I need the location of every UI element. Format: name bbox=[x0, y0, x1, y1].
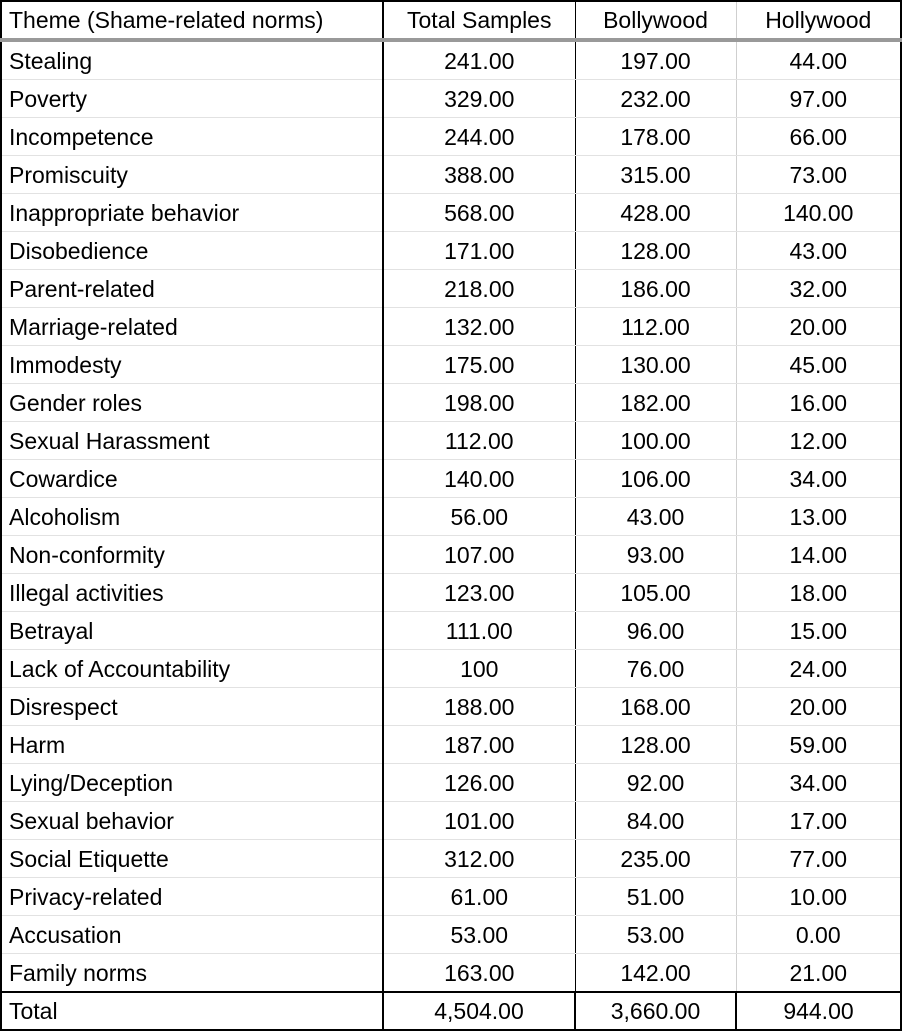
theme-cell[interactable]: Immodesty bbox=[1, 346, 383, 384]
bollywood-cell[interactable]: 128.00 bbox=[575, 232, 736, 270]
hollywood-cell[interactable]: 34.00 bbox=[736, 460, 901, 498]
total-samples-cell[interactable]: 244.00 bbox=[383, 118, 575, 156]
hollywood-cell[interactable]: 12.00 bbox=[736, 422, 901, 460]
total-samples-cell[interactable]: 329.00 bbox=[383, 80, 575, 118]
theme-cell[interactable]: Promiscuity bbox=[1, 156, 383, 194]
total-samples-cell[interactable]: 112.00 bbox=[383, 422, 575, 460]
table-row bbox=[1, 498, 901, 536]
total-bollywood-cell[interactable]: 3,660.00 bbox=[575, 992, 736, 1030]
table-row bbox=[1, 156, 901, 194]
table-row bbox=[1, 878, 901, 916]
table-row bbox=[1, 346, 901, 384]
table-row bbox=[1, 536, 901, 574]
hollywood-cell[interactable]: 66.00 bbox=[736, 118, 901, 156]
bollywood-cell[interactable]: 100.00 bbox=[575, 422, 736, 460]
theme-cell[interactable]: Inappropriate behavior bbox=[1, 194, 383, 232]
hollywood-cell[interactable]: 17.00 bbox=[736, 802, 901, 840]
bollywood-cell[interactable]: 130.00 bbox=[575, 346, 736, 384]
theme-cell[interactable]: Family norms bbox=[1, 954, 383, 993]
theme-cell[interactable]: Cowardice bbox=[1, 460, 383, 498]
hollywood-cell[interactable]: 77.00 bbox=[736, 840, 901, 878]
header-hollywood[interactable]: Hollywood bbox=[736, 1, 901, 40]
total-samples-cell[interactable]: 171.00 bbox=[383, 232, 575, 270]
theme-cell[interactable]: Accusation bbox=[1, 916, 383, 954]
table-row bbox=[1, 308, 901, 346]
theme-cell[interactable]: Non-conformity bbox=[1, 536, 383, 574]
table-row bbox=[1, 422, 901, 460]
hollywood-cell[interactable]: 59.00 bbox=[736, 726, 901, 764]
total-samples-cell[interactable]: 163.00 bbox=[383, 954, 575, 993]
hollywood-cell[interactable]: 18.00 bbox=[736, 574, 901, 612]
theme-cell[interactable]: Sexual behavior bbox=[1, 802, 383, 840]
hollywood-cell[interactable]: 97.00 bbox=[736, 80, 901, 118]
bollywood-cell[interactable]: 51.00 bbox=[575, 878, 736, 916]
hollywood-cell[interactable]: 20.00 bbox=[736, 688, 901, 726]
bollywood-cell[interactable]: 128.00 bbox=[575, 726, 736, 764]
hollywood-cell[interactable]: 13.00 bbox=[736, 498, 901, 536]
bollywood-cell[interactable]: 428.00 bbox=[575, 194, 736, 232]
table-row bbox=[1, 688, 901, 726]
bollywood-cell[interactable]: 142.00 bbox=[575, 954, 736, 993]
hollywood-cell[interactable]: 16.00 bbox=[736, 384, 901, 422]
total-row bbox=[1, 992, 901, 1030]
total-samples-cell[interactable]: 241.00 bbox=[383, 40, 575, 80]
table-row bbox=[1, 840, 901, 878]
bollywood-cell[interactable]: 232.00 bbox=[575, 80, 736, 118]
theme-cell[interactable]: Poverty bbox=[1, 80, 383, 118]
theme-cell[interactable]: Disobedience bbox=[1, 232, 383, 270]
total-samples-cell[interactable]: 218.00 bbox=[383, 270, 575, 308]
bollywood-cell[interactable]: 93.00 bbox=[575, 536, 736, 574]
hollywood-cell[interactable]: 140.00 bbox=[736, 194, 901, 232]
theme-cell[interactable]: Lying/Deception bbox=[1, 764, 383, 802]
bollywood-cell[interactable]: 197.00 bbox=[575, 40, 736, 80]
table-row bbox=[1, 40, 901, 80]
bollywood-cell[interactable]: 96.00 bbox=[575, 612, 736, 650]
hollywood-cell[interactable]: 24.00 bbox=[736, 650, 901, 688]
hollywood-cell[interactable]: 10.00 bbox=[736, 878, 901, 916]
bollywood-cell[interactable]: 84.00 bbox=[575, 802, 736, 840]
total-hollywood-cell[interactable]: 944.00 bbox=[736, 992, 901, 1030]
total-samples-cell[interactable]: 132.00 bbox=[383, 308, 575, 346]
total-samples-cell[interactable]: 140.00 bbox=[383, 460, 575, 498]
table-row bbox=[1, 194, 901, 232]
bollywood-cell[interactable]: 178.00 bbox=[575, 118, 736, 156]
theme-cell[interactable]: Parent-related bbox=[1, 270, 383, 308]
table-row bbox=[1, 460, 901, 498]
total-samples-cell[interactable]: 568.00 bbox=[383, 194, 575, 232]
bollywood-cell[interactable]: 186.00 bbox=[575, 270, 736, 308]
total-samples-cell[interactable]: 198.00 bbox=[383, 384, 575, 422]
table-row bbox=[1, 574, 901, 612]
theme-cell[interactable]: Alcoholism bbox=[1, 498, 383, 536]
table-row bbox=[1, 726, 901, 764]
table-row bbox=[1, 650, 901, 688]
theme-cell[interactable]: Stealing bbox=[1, 40, 383, 80]
header-theme[interactable]: Theme (Shame-related norms) bbox=[1, 1, 383, 40]
total-samples-cell[interactable]: 56.00 bbox=[383, 498, 575, 536]
table-row bbox=[1, 232, 901, 270]
total-samples-cell[interactable]: 126.00 bbox=[383, 764, 575, 802]
hollywood-cell[interactable]: 45.00 bbox=[736, 346, 901, 384]
hollywood-cell[interactable]: 44.00 bbox=[736, 40, 901, 80]
total-samples-cell[interactable]: 4,504.00 bbox=[383, 992, 575, 1030]
table-row bbox=[1, 612, 901, 650]
bollywood-cell[interactable]: 53.00 bbox=[575, 916, 736, 954]
hollywood-cell[interactable]: 32.00 bbox=[736, 270, 901, 308]
hollywood-cell[interactable]: 21.00 bbox=[736, 954, 901, 993]
total-samples-cell[interactable]: 187.00 bbox=[383, 726, 575, 764]
total-samples-cell[interactable]: 100 bbox=[383, 650, 575, 688]
table-row bbox=[1, 80, 901, 118]
hollywood-cell[interactable]: 14.00 bbox=[736, 536, 901, 574]
bollywood-cell[interactable]: 105.00 bbox=[575, 574, 736, 612]
bollywood-cell[interactable]: 43.00 bbox=[575, 498, 736, 536]
bollywood-cell[interactable]: 106.00 bbox=[575, 460, 736, 498]
total-samples-cell[interactable]: 111.00 bbox=[383, 612, 575, 650]
hollywood-cell[interactable]: 34.00 bbox=[736, 764, 901, 802]
bollywood-cell[interactable]: 112.00 bbox=[575, 308, 736, 346]
theme-cell[interactable]: Marriage-related bbox=[1, 308, 383, 346]
header-bollywood[interactable]: Bollywood bbox=[575, 1, 736, 40]
total-samples-cell[interactable]: 188.00 bbox=[383, 688, 575, 726]
table-row bbox=[1, 384, 901, 422]
bollywood-cell[interactable]: 168.00 bbox=[575, 688, 736, 726]
header-total-samples[interactable]: Total Samples bbox=[383, 1, 575, 40]
theme-cell[interactable]: Lack of Accountability bbox=[1, 650, 383, 688]
bollywood-cell[interactable]: 92.00 bbox=[575, 764, 736, 802]
header-row bbox=[1, 1, 901, 40]
theme-cell[interactable]: Betrayal bbox=[1, 612, 383, 650]
theme-cell[interactable]: Gender roles bbox=[1, 384, 383, 422]
total-samples-cell[interactable]: 107.00 bbox=[383, 536, 575, 574]
table-row bbox=[1, 802, 901, 840]
total-samples-cell[interactable]: 61.00 bbox=[383, 878, 575, 916]
hollywood-cell[interactable]: 20.00 bbox=[736, 308, 901, 346]
bollywood-cell[interactable]: 235.00 bbox=[575, 840, 736, 878]
hollywood-cell[interactable]: 0.00 bbox=[736, 916, 901, 954]
bollywood-cell[interactable]: 315.00 bbox=[575, 156, 736, 194]
hollywood-cell[interactable]: 15.00 bbox=[736, 612, 901, 650]
table-row bbox=[1, 118, 901, 156]
theme-cell[interactable]: Sexual Harassment bbox=[1, 422, 383, 460]
theme-cell[interactable]: Incompetence bbox=[1, 118, 383, 156]
bollywood-cell[interactable]: 182.00 bbox=[575, 384, 736, 422]
theme-cell[interactable]: Social Etiquette bbox=[1, 840, 383, 878]
theme-cell[interactable]: Harm bbox=[1, 726, 383, 764]
theme-cell[interactable]: Privacy-related bbox=[1, 878, 383, 916]
total-samples-cell[interactable]: 175.00 bbox=[383, 346, 575, 384]
hollywood-cell[interactable]: 73.00 bbox=[736, 156, 901, 194]
total-label[interactable]: Total bbox=[1, 992, 383, 1030]
total-samples-cell[interactable]: 101.00 bbox=[383, 802, 575, 840]
bollywood-cell[interactable]: 76.00 bbox=[575, 650, 736, 688]
theme-cell[interactable]: Disrespect bbox=[1, 688, 383, 726]
table-body bbox=[1, 40, 901, 992]
total-samples-cell[interactable]: 312.00 bbox=[383, 840, 575, 878]
total-samples-cell[interactable]: 123.00 bbox=[383, 574, 575, 612]
total-samples-cell[interactable]: 388.00 bbox=[383, 156, 575, 194]
table-row bbox=[1, 916, 901, 954]
total-samples-cell[interactable]: 53.00 bbox=[383, 916, 575, 954]
table-row bbox=[1, 764, 901, 802]
hollywood-cell[interactable]: 43.00 bbox=[736, 232, 901, 270]
theme-cell[interactable]: Illegal activities bbox=[1, 574, 383, 612]
table-row bbox=[1, 954, 901, 993]
table-row bbox=[1, 270, 901, 308]
